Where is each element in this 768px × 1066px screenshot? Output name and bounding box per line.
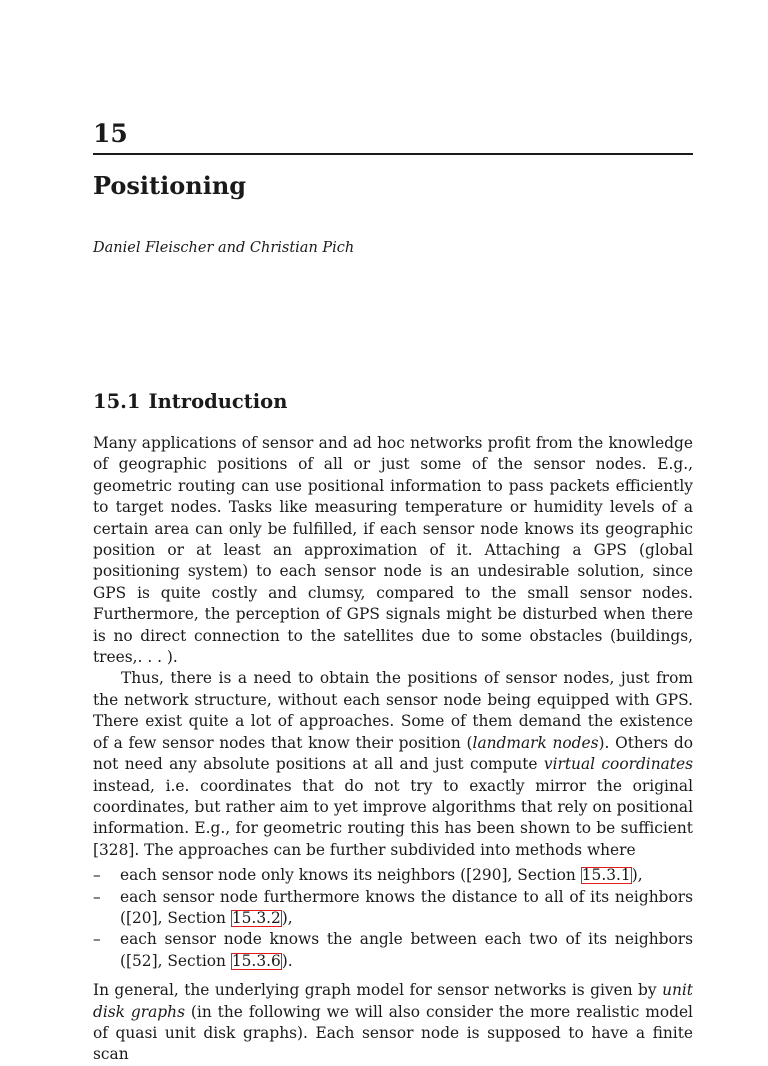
paragraph-3: In general, the underlying graph model for sensor networks is given by unit disk graphs (in the following we will also consider the more realistic model of quasi unit disk graphs). Each sensor node is supposed to have a finite scan (93, 981, 693, 1064)
section-link-15-3-2[interactable]: 15.3.2 (231, 908, 281, 927)
list-item: – each sensor node only knows its neighbors ([290], Section 15.3.1), (93, 865, 693, 886)
list-item: – each sensor node furthermore knows the distance to all of its neighbors ([20], Section 15.3.2), (93, 887, 693, 927)
section-title: Introduction (148, 390, 288, 413)
section-link-15-3-6[interactable]: 15.3.6 (231, 951, 281, 970)
list-dash: – (93, 866, 101, 885)
paragraph-1: Many applications of sensor and ad hoc networks profit from the knowledge of geographic positions of all or just some of the sensor nodes. E.g., geometric routing can use positional information to pass packets efficiently to target nodes. Tasks like measuring temperature or humidity levels of a certain area can only be fulfilled, if each sensor node knows its geographic position or at least an approximation of it. Attaching a GPS (global positioning system) to each sensor node is an undesirable solution, since GPS is quite costly and clumsy, compared to the small sensor nodes. Furthermore, the perception of GPS signals might be disturbed when there is no direct connection to the satellites due to some obstacles (buildings, trees,. . . ). (93, 434, 693, 667)
approach-list (93, 865, 693, 972)
section-number: 15.1 (93, 390, 141, 413)
chapter-rule (93, 153, 693, 155)
section-heading (93, 390, 287, 413)
term-landmark-nodes: landmark nodes (472, 733, 599, 752)
chapter-number: 15 (93, 119, 128, 148)
list-item: – each sensor node knows the angle between each two of its neighbors ([52], Section 15.3.6). (93, 930, 693, 970)
list-dash: – (93, 887, 101, 906)
chapter-title: Positioning (93, 171, 247, 200)
section-body (93, 433, 693, 1066)
chapter-authors: Daniel Fleischer and Christian Pich (93, 240, 355, 256)
term-virtual-coordinates: virtual coordinates (543, 755, 693, 774)
list-dash: – (93, 930, 101, 949)
paragraph-2: Thus, there is a need to obtain the positions of sensor nodes, just from the network structure, without each sensor node being equipped with GPS. There exist quite a lot of approaches. Some of them demand the existence of a few sensor nodes that know their position (landmark nodes). Others do not need any absolute positions at all and just compute virtual coordinates instead, i.e. coordinates that do not try to exactly mirror the original coordinates, but rather aim to yet improve algorithms that rely on positional information. E.g., for geometric routing this has been shown to be sufficient [328]. The approaches can be further subdivided into methods where (93, 669, 693, 859)
section-link-15-3-1[interactable]: 15.3.1 (581, 866, 631, 885)
term-unit-disk-graphs: unit disk graphs (93, 981, 693, 1021)
